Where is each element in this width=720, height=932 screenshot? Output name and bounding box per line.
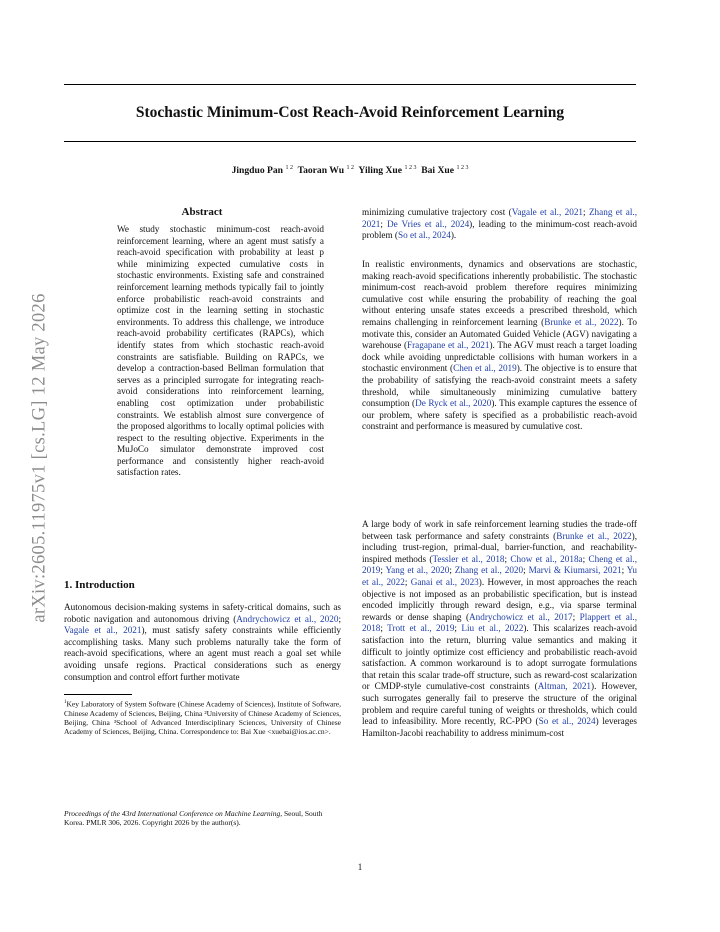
- body-text: ). The AGV must reach a target loading dock while avoiding unpredictable collisions with human workers in a stochastic environment (: [362, 340, 637, 374]
- author-affiliation: 1 2: [346, 165, 354, 171]
- body-text: ), must satisfy safety constraints while efficiently accomplishing tasks. Many such problems naturally take the form of reach-avoid specifications, where an agent must reach a goal set while avoiding unsafe regions. Practical considerations such as energy consumption and control effort further motivate: [64, 625, 341, 682]
- citation-link[interactable]: Yang et al., 2020: [385, 565, 450, 576]
- citation-link[interactable]: Andrychowicz et al., 2017: [469, 611, 573, 622]
- author-affiliation: 1 2 3: [456, 165, 469, 171]
- footnote-separator: [64, 694, 132, 695]
- proceedings-ordinal: 43rd: [121, 809, 136, 818]
- right-column-paragraph-3: A large body of work in safe reinforcement learning studies the trade-off between task performance and safety constraints (Brunke et al., 2022), including trust-region, primal-dual, barrier-function, and reachability-inspired methods (Tessler et al., 2018; Chow et al., 2018a; Cheng et al., 2019; Yang et al., 2020; Zhang et al., 2020; Marvi & Kiumarsi, 2021; Yu et al., 2022; Ganai et al., 2023). However, in most approaches the reach objective is not imposed as an probabilistic specification, but is instead encoded implicitly through reward design, e.g., via sparse terminal rewards or dense shaping (Andrychowicz et al., 2017; Plappert et al., 2018; Trott et al., 2019; Liu et al., 2022). This scalarizes reach-avoid satisfaction into the return, blurring value semantics and making it difficult to jointly optimize cost efficiency and probabilistic reach-avoid satisfaction. A common workaround is to adopt surrogate formulations that retain this scalar trade-off structure, such as reward-cost scalarization or CMDP-style cumulative-cost constraints (Altman, 2021). However, such surrogates generally fail to preserve the structure of the original problem and require careful tuning of weights or thresholds, which could lead to infeasibility. More recently, RC-PPO (So et al., 2024) leverages Hamilton-Jacobi reachability to address minimum-cost: [362, 519, 638, 738]
- citation-link[interactable]: Chen et al., 2019: [453, 363, 517, 374]
- body-text: minimizing cumulative trajectory cost (: [362, 207, 512, 217]
- body-text: ), leading to the minimum-cost reach-avoid problem (: [362, 218, 637, 241]
- body-text: ).: [450, 230, 457, 241]
- citation-link[interactable]: Plappert et al., 2018: [362, 611, 637, 634]
- citation-link[interactable]: Vagale et al., 2021: [511, 207, 584, 217]
- proceedings-text: , Seoul, South Korea. PMLR 306, 2026. Copyright 2026 by the author(s).: [64, 809, 323, 828]
- body-text: ). To motivate this, consider an Automated Guided Vehicle (AGV) navigating a warehouse (: [362, 316, 637, 351]
- body-text: ). This example captures the essence of our problem, where safety is specified as a probabilistic reach-avoid constraint and performance is measured by cumulative cost.: [362, 398, 638, 432]
- page-number: 1: [357, 862, 363, 872]
- footnote-text: Key Laboratory of System Software (Chinese Academy of Sciences), Institute of Software, Chinese Academy of Sciences, Beijing, China ²University of Chinese Academy of Sciences, Beijing, China ³School of Advanced Interdisciplinary Sciences, University of Chinese Academy of Sciences, Beijing, China. Correspondence to: Bai Xue <xuebai@ios.ac.cn>.: [64, 699, 341, 737]
- proceedings-text: Proceedings of the: [64, 809, 122, 818]
- citation-link[interactable]: Zhang et al., 2020: [454, 565, 524, 576]
- citation-link[interactable]: Vagale et al., 2021: [64, 625, 142, 636]
- body-text: ), including trust-region, primal-dual, barrier-function, and reachability-inspired methods (: [362, 530, 637, 564]
- abstract-text: We study stochastic minimum-cost reach-avoid reinforcement learning, where an agent must satisfy a reach-avoid specification with probability at least p while minimizing expected cumulative costs in stochastic environments. Existing safe and constrained reinforcement learning methods typically fail to jointly enforce probabilistic reach-avoid constraints and optimize cost in the learning setting in stochastic environments. To address this challenge, we introduce reach-avoid probability certificates (RAPCs), which identify states from which stochastic reach-avoid constraints are satisfiable. Building on RAPCs, we develop a contraction-based Bellman formulation that serves as a principled surrogate for integrating reach-avoid considerations into reinforcement learning, enabling cost optimization under probabilistic constraints. We establish almost sure convergence of the proposed algorithms to locally optimal policies with respect to the resulting objective. Experiments in the MuJoCo simulator demonstrate improved cost performance and consistently higher reach-avoid satisfaction rates.: [117, 224, 324, 478]
- citation-link[interactable]: Tessler et al., 2018: [432, 553, 505, 564]
- citation-link[interactable]: Brunke et al., 2022: [544, 316, 619, 327]
- author-name: Taoran Wu: [297, 165, 345, 177]
- body-text: In realistic environments, dynamics and observations are stochastic, making reach-avoid specifications inherently probabilistic. The stochastic minimum-cost reach-avoid problem therefore requires minimizing cumulative cost while ensuring the probability of reaching the goal without entering unsafe states exceeds a prescribed threshold, which remains challenging in reinforcement learning (: [362, 259, 637, 327]
- citation-link[interactable]: Andrychowicz et al., 2020: [236, 613, 339, 624]
- right-column-paragraph-2: [362, 259, 637, 433]
- body-text: ) leverages Hamilton-Jacobi reachability to address minimum-cost: [362, 716, 638, 738]
- citation-link[interactable]: De Vries et al., 2024: [386, 218, 470, 229]
- body-text: A large body of work in safe reinforcement learning studies the trade-off between task performance and safety constraints (: [362, 519, 637, 541]
- body-text: ). The objective is to ensure that the probability of satisfying the reach-avoid constraint meets a safety threshold, while simultaneously minimizing cumulative battery consumption (: [362, 363, 637, 409]
- title-bottom-rule: [64, 141, 636, 142]
- author-name: Jingduo Pan: [231, 165, 284, 177]
- citation-link[interactable]: Brunke et al., 2022: [556, 530, 632, 541]
- abstract-body: [117, 224, 324, 479]
- proceedings-note: [64, 809, 341, 827]
- body-text: ;: [338, 613, 341, 624]
- body-text: ). This scalarizes reach-avoid satisfaction into the return, blurring value semantics and making it difficult to jointly optimize cost efficiency and probabilistic reach-avoid satisfaction. A common workaround is to adopt surrogate formulations that retain this scalar trade-off structure, such as reward-cost scalarization or CMDP-style cumulative-cost constraints (: [362, 623, 637, 692]
- citation-link[interactable]: So et al., 2024: [397, 230, 451, 241]
- paper-title: Stochastic Minimum-Cost Reach-Avoid Reinforcement Learning: [135, 104, 565, 121]
- citation-link[interactable]: Fragapane et al., 2021: [407, 340, 490, 351]
- author-name: Bai Xue: [421, 165, 455, 177]
- abstract-heading: Abstract: [181, 206, 223, 218]
- citation-link[interactable]: Cheng et al., 2019: [362, 553, 637, 576]
- citation-link[interactable]: So et al., 2024: [538, 716, 596, 727]
- top-rule: [64, 84, 636, 85]
- body-text: ). However, in most approaches the reach objective is not imposed as an probabilistic specification, but is instead encoded implicitly through reward design, e.g., via sparse terminal rewards or dense shaping (: [362, 576, 637, 622]
- proceedings-text: International Conference on Machine Learning: [135, 809, 281, 818]
- body-text: ). However, such surrogates generally fail to preserve the structure of the original problem and require careful tuning of weights or thresholds, which could lead to infeasibility. More recently, RC-PPO (: [362, 681, 637, 727]
- section-heading-introduction: 1. Introduction: [64, 579, 135, 591]
- citation-link[interactable]: Trott et al., 2019: [387, 623, 455, 634]
- body-text: Autonomous decision-making systems in safety-critical domains, such as robotic navigation and autonomous driving (: [64, 602, 341, 624]
- author-name: Yiling Xue: [358, 165, 403, 177]
- footnote-marker: 1: [64, 700, 67, 705]
- citation-link[interactable]: Chow et al., 2018a: [510, 553, 583, 564]
- author-affiliation: 1 2: [285, 165, 293, 171]
- right-column-paragraph-1: minimizing cumulative trajectory cost (Vagale et al., 2021; Zhang et al., 2021; De Vries et al., 2024), leading to the minimum-cost reach-avoid problem (So et al., 2024).: [362, 207, 637, 241]
- citation-link[interactable]: Zhang et al., 2021: [362, 207, 637, 229]
- affiliation-footnote: [64, 698, 341, 736]
- citation-link[interactable]: De Ryck et al., 2020: [415, 398, 492, 409]
- author-affiliation: 1 2 3: [404, 165, 417, 171]
- citation-link[interactable]: Ganai et al., 2023: [410, 576, 479, 587]
- author-list: [64, 165, 636, 176]
- citation-link[interactable]: Altman, 2021: [537, 681, 592, 692]
- introduction-paragraph: [64, 602, 341, 683]
- citation-link[interactable]: Yu et al., 2022: [362, 565, 637, 587]
- citation-link[interactable]: Marvi & Kiumarsi, 2021: [528, 565, 622, 576]
- citation-link[interactable]: Liu et al., 2022: [461, 623, 524, 634]
- arxiv-identifier-stamp: arXiv:2605.11975v1 [cs.LG] 12 May 2026: [29, 293, 50, 623]
